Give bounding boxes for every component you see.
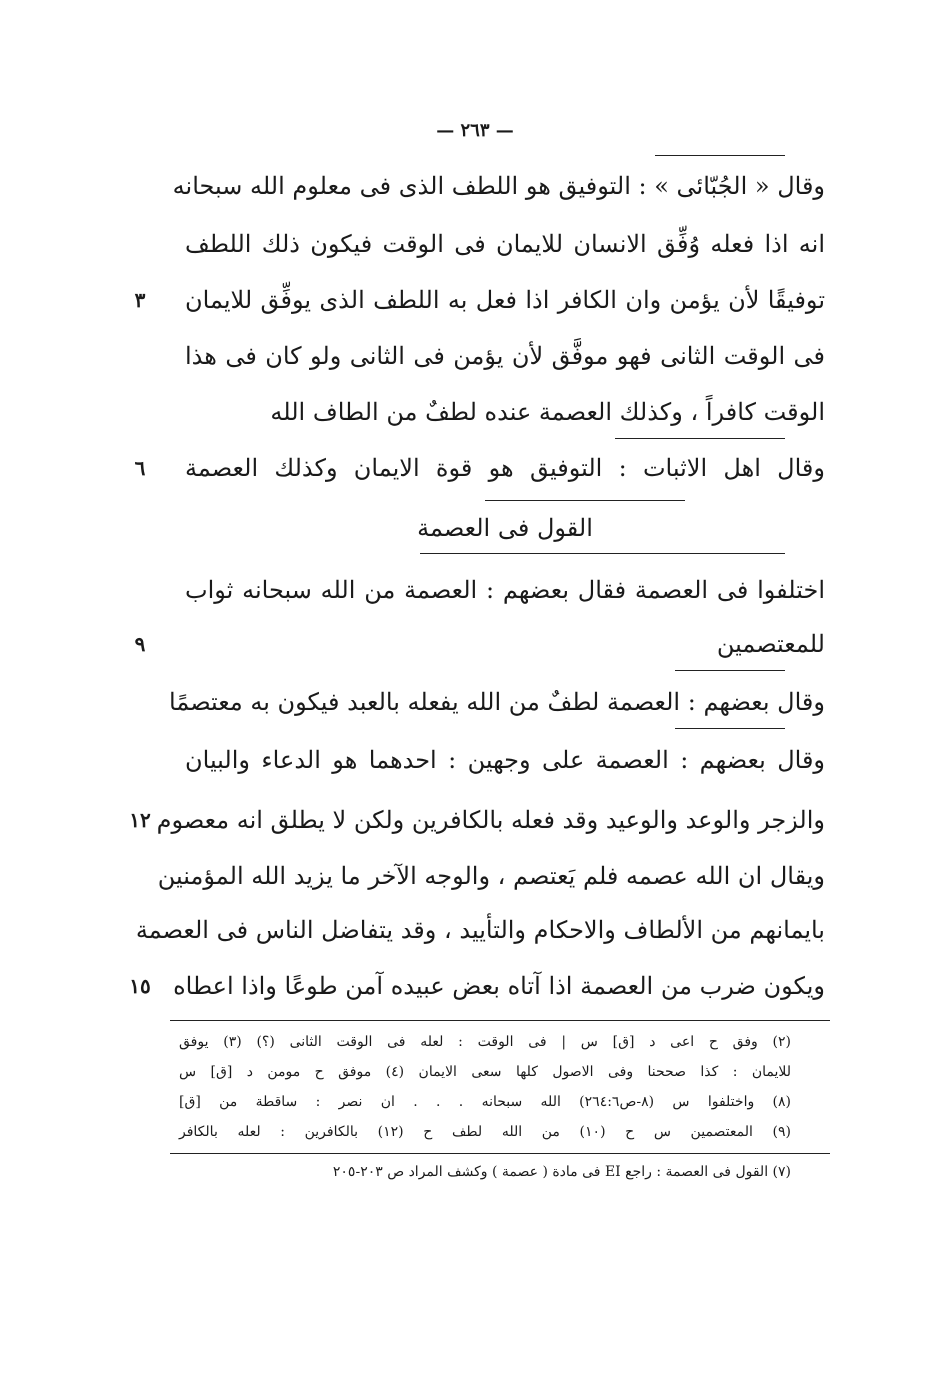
- line-number-3: ٣: [134, 288, 146, 312]
- line-number-15: ١٥: [129, 974, 151, 998]
- text-line-13: ويقال ان الله عصمه فلم يَعتصم ، والوجه الآخر ما يزيد الله المؤمنين: [157, 862, 825, 890]
- text-line-8: اختلفوا فى العصمة فقال بعضهم : العصمة من الله سبحانه ثواب: [185, 576, 825, 604]
- text-line-1: وقال « الجُبّائى » : التوفيق هو اللطف الذى فى معلوم الله سبحانه: [172, 172, 825, 200]
- text-line-10: وقال بعضهم : العصمة لطفٌ من الله يفعله بالعبد فيكون به معتصمًا: [169, 688, 825, 716]
- paragraph-rule: [615, 438, 785, 439]
- line-number-9: ٩: [134, 632, 146, 656]
- paragraph-rule: [675, 728, 785, 729]
- section-heading-rule-bottom: [420, 553, 785, 554]
- footnote-separator-2: [170, 1153, 830, 1154]
- text-line-12: والزجر والوعد والوعيد وقد فعله بالكافرين ولكن لا يطلق انه معصوم: [156, 806, 825, 834]
- text-line-15: ويكون ضرب من العصمة اذا آتاه بعض عبيده آمن طوعًا واذا اعطاه: [173, 972, 825, 1000]
- text-line-2: انه اذا فعله وُفِّق الانسان للايمان فى الوقت فيكون ذلك اللطف: [185, 230, 826, 258]
- text-line-3: توفيقًا لأن يؤمن وان الكافر اذا فعل به اللطف الذى يوفِّق للايمان: [185, 286, 825, 314]
- paragraph-rule: [675, 670, 785, 671]
- text-line-6: وقال اهل الاثبات : التوفيق هو قوة الايمان وكذلك العصمة: [185, 454, 825, 482]
- line-number-6: ٦: [134, 456, 146, 480]
- footnote-line-3: (٨) واختلفوا س (٨-ص٢٦٤:٦) الله سبحانه . . . ان نصر : ساقطة من [ق]: [179, 1094, 792, 1110]
- text-line-5: الوقت كافراً ، وكذلك العصمة عنده لطفٌ من الطاف الله: [270, 398, 825, 426]
- page-number: — ٢٦٣ —: [436, 120, 514, 141]
- footnote-line-5: (٧) القول فى العصمة : راجع EI فى مادة ( عصمة ) وكشف المراد ص ٢٠٣-٢٠٥: [332, 1164, 791, 1180]
- footnote-line-4: (٩) المعتصمين س ح (١٠) من الله لطف ح (١٢) بالكافرين : لعله بالكافر: [179, 1124, 791, 1140]
- section-heading: القول فى العصمة: [417, 514, 593, 542]
- footnote-line-2: للايمان : كذا صححنا وفى الاصول كلها سعى الايمان (٤) موفق ح مومن د [ق] س: [179, 1064, 791, 1080]
- text-line-14: بايمانهم من الألطاف والاحكام والتأييد ، وقد يتفاضل الناس فى العصمة: [135, 916, 825, 944]
- section-heading-rule-top: [485, 500, 685, 501]
- text-line-9: للمعتصمين: [716, 630, 825, 658]
- paragraph-rule: [655, 155, 785, 156]
- footnote-separator: [170, 1020, 830, 1021]
- text-line-11: وقال بعضهم : العصمة على وجهين : احدهما هو الدعاء والبيان: [185, 746, 825, 774]
- line-number-12: ١٢: [129, 808, 151, 832]
- text-line-4: فى الوقت الثانى فهو موفَّق لأن يؤمن فى الثانى ولو كان فى هذا: [185, 342, 825, 370]
- footnote-line-1: (٢) وفق ح اعى د [ق] س | فى الوقت : لعله فى الوقت الثانى (؟) (٣) يوفق: [179, 1034, 791, 1050]
